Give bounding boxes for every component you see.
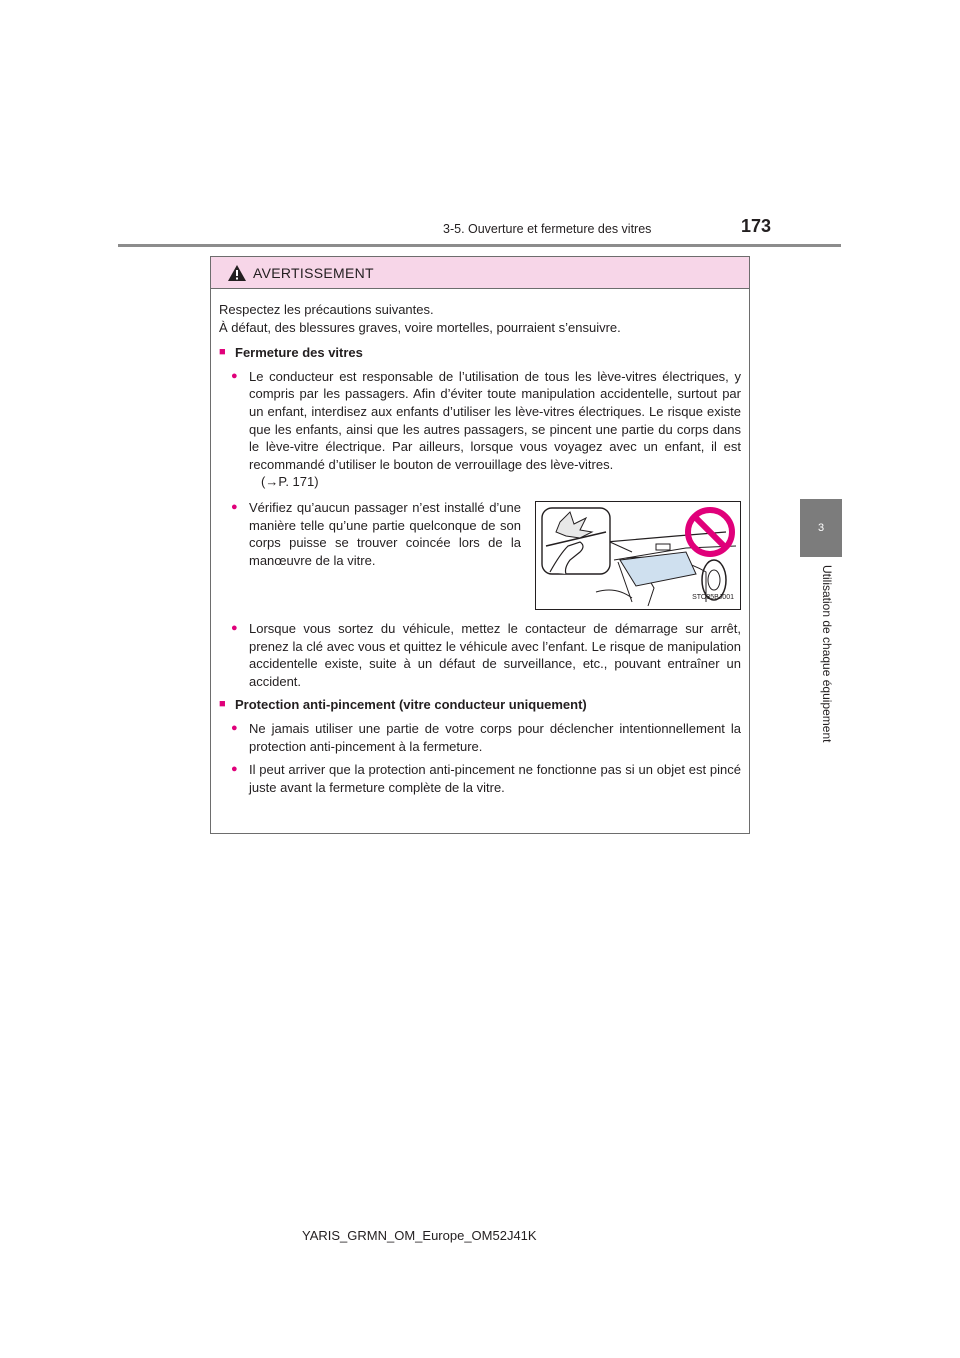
bullet-dot-icon: ●	[231, 763, 238, 776]
bullet-dot-icon: ●	[231, 500, 238, 513]
warning-box	[210, 256, 750, 834]
bullet-text: Ne jamais utiliser une partie de votre corps pour déclencher intentionnellement la protection anti-pincement à la fermeture.	[249, 720, 741, 754]
bullet-dot-icon: ●	[231, 621, 238, 634]
intro-line-1: Respectez les précautions suivantes.	[219, 302, 434, 317]
section-square-icon: ■	[219, 346, 226, 359]
section-title: Fermeture des vitres	[235, 345, 363, 361]
bullet-text: Vérifiez qu’aucun passager n’est installé d’une manière telle qu’une partie quelconque de son corps puisse se trouver coincée lors de la manœuvre de la vitre.	[249, 499, 521, 568]
bullet-item	[231, 499, 521, 604]
bullet-dot-icon: ●	[231, 369, 238, 382]
section-title: Protection anti-pincement (vitre conducteur uniquement)	[235, 697, 587, 713]
illustration-pinched-hand	[535, 501, 741, 610]
chapter-tab: 3	[800, 499, 842, 557]
warning-header	[211, 257, 749, 289]
figure-code: STO35BJ001	[692, 594, 734, 602]
bullet-with-figure	[219, 499, 741, 610]
bullet-text: Lorsque vous sortez du véhicule, mettez le contacteur de démarrage sur arrêt, prenez la clé avec vous et quittez le véhicule avec l’enfant. Le risque de manipulation accidentelle existe, suite à un défaut de surveillance, etc., pouvant entraîner un accident.	[249, 620, 741, 689]
bullet-item	[231, 368, 741, 491]
bullet-item	[231, 620, 741, 690]
section-heading-fermeture	[219, 344, 741, 362]
page-reference: (→P. 171)	[261, 474, 319, 490]
section-heading-anti-pincement	[219, 696, 741, 714]
bullet-text: Il peut arriver que la protection anti-pincement ne fonctionne pas si un objet est pincé juste avant la fermeture complète de la vitre.	[249, 762, 741, 795]
intro-line-2: À défaut, des blessures graves, voire mortelles, pourraient s’ensuivre.	[219, 319, 621, 335]
chapter-title: Utilisation de chaque équipement	[820, 565, 834, 743]
bullet-item	[231, 761, 741, 796]
bullet-text: Le conducteur est responsable de l’utilisation de tous les lève-vitres électriques, y compris par les passagers. Afin d’éviter toute manipulation accidentelle, surtout par un enfant, interdisez aux enfants d’utiliser les lève-vitres électriques. Le risque existe que les enfants, ainsi que les autres passagers, se pincent une partie du corps dans le lève-vitre électrique. Par ailleurs, lorsque vous voyagez avec un enfant, il est recommandé d’utiliser le bouton de verrouillage des lève-vitres.	[249, 368, 741, 472]
bullet-dot-icon: ●	[231, 721, 238, 734]
warning-title: AVERTISSEMENT	[253, 264, 374, 281]
warning-triangle-icon	[227, 264, 247, 282]
page-number: 173	[741, 216, 772, 236]
bullet-item	[231, 720, 741, 755]
section-heading: 3-5. Ouverture et fermeture des vitres	[443, 222, 652, 236]
document-id: YARIS_GRMN_OM_Europe_OM52J41K	[302, 1228, 537, 1243]
section-square-icon: ■	[219, 698, 226, 711]
warning-body	[211, 289, 749, 833]
header-divider	[118, 244, 841, 247]
